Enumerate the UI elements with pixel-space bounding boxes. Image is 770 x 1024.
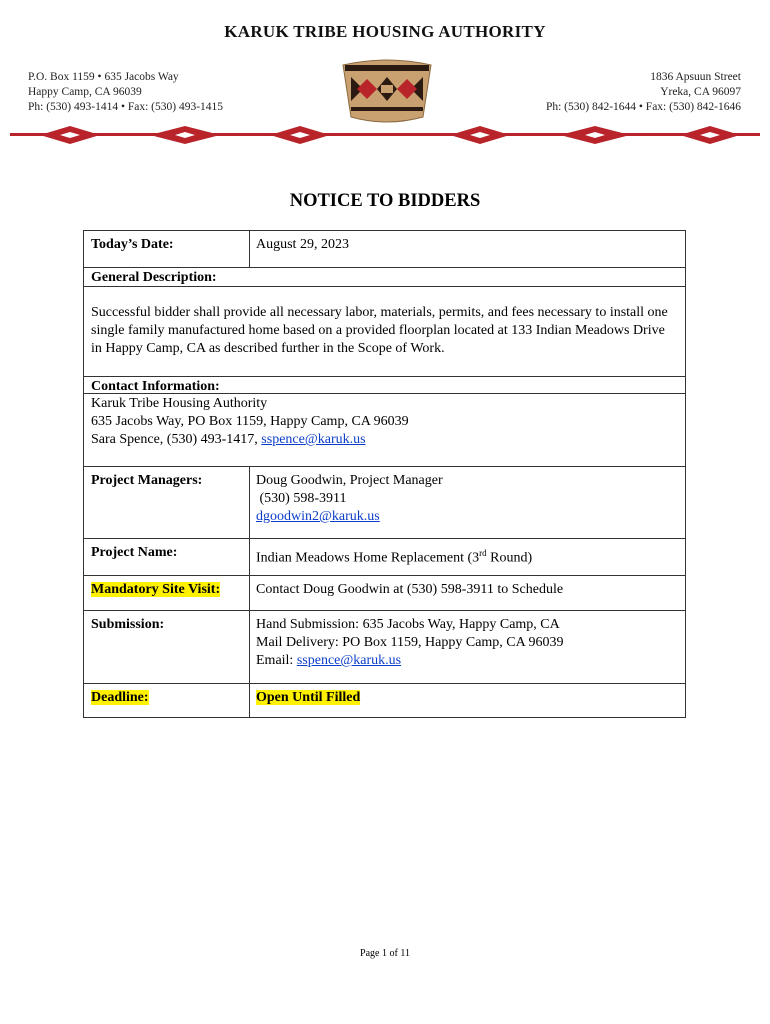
pm-email-link[interactable]: dgoodwin2@karuk.us — [256, 509, 380, 524]
row-site-visit — [83, 575, 686, 610]
left-address-line1: P.O. Box 1159 • 635 Jacobs Way — [28, 71, 179, 83]
submission-email-prefix: Email: — [256, 653, 297, 668]
contact-information-label: Contact Information: — [91, 379, 220, 394]
contact-line-person — [91, 431, 678, 449]
project-managers-value — [256, 472, 443, 526]
todays-date-label: Today’s Date: — [91, 237, 174, 252]
row-submission — [83, 610, 686, 683]
submission-hand: Hand Submission: 635 Jacobs Way, Happy Camp, CA — [256, 617, 560, 632]
submission-label: Submission: — [91, 617, 165, 632]
site-visit-label-text: Mandatory Site Visit: — [91, 582, 221, 597]
letterhead — [0, 0, 770, 160]
contact-email-link[interactable]: sspence@karuk.us — [261, 432, 366, 447]
right-address-line2: Yreka, CA 96097 — [660, 86, 741, 98]
deadline-label — [91, 689, 149, 706]
right-address-line3: Ph: (530) 842-1644 • Fax: (530) 842-1646 — [545, 101, 741, 113]
row-contact-details — [83, 393, 686, 466]
site-visit-label — [91, 581, 220, 598]
notice-table — [83, 230, 686, 718]
row-contact-label — [83, 376, 686, 393]
row-project-managers — [83, 466, 686, 538]
contact-details — [91, 395, 678, 449]
organization-name: KARUK TRIBE HOUSING AUTHORITY — [224, 22, 546, 41]
right-address-block — [546, 70, 741, 115]
submission-value — [256, 616, 563, 670]
left-address-block — [28, 70, 223, 115]
submission-mail: Mail Delivery: PO Box 1159, Happy Camp, CA 96039 — [256, 635, 564, 650]
right-address-line1: 1836 Apsuun Street — [650, 71, 741, 83]
row-deadline — [83, 683, 686, 718]
row-project-name — [83, 538, 686, 575]
decorative-band — [0, 120, 770, 150]
general-description-label: General Description: — [91, 270, 217, 285]
pm-name: Doug Goodwin, Project Manager — [256, 473, 443, 488]
site-visit-value: Contact Doug Goodwin at (530) 598-3911 to Schedule — [256, 582, 564, 597]
notice-title: NOTICE TO BIDDERS — [289, 191, 481, 211]
project-name-value — [256, 544, 532, 568]
deadline-label-text: Deadline: — [91, 690, 149, 705]
row-general-description-label — [83, 267, 686, 286]
row-todays-date — [83, 230, 686, 267]
row-general-description-text — [83, 286, 686, 376]
contact-line-address: 635 Jacobs Way, PO Box 1159, Happy Camp, CA 96039 — [91, 414, 409, 429]
contact-line-org: Karuk Tribe Housing Authority — [91, 396, 268, 411]
project-name-sup: rd — [479, 548, 487, 558]
basket-logo-icon — [337, 55, 437, 125]
project-name-suffix: Round) — [486, 550, 533, 566]
general-description-text: Successful bidder shall provide all necessary labor, materials, permits, and fees necessary to install one single family manufactured home based on a provided floorplan located at 133 Indian Meadows Drive in Happy Camp, CA as described further in the Scope of Work. — [91, 305, 668, 356]
project-name-label: Project Name: — [91, 545, 178, 560]
page-number: Page 1 of 11 — [360, 948, 410, 959]
left-address-line2: Happy Camp, CA 96039 — [28, 86, 142, 98]
submission-email-line — [256, 652, 563, 670]
left-address-line3: Ph: (530) 493-1414 • Fax: (530) 493-1415 — [28, 101, 224, 113]
deadline-value-text: Open Until Filled — [256, 690, 361, 705]
contact-person-text: Sara Spence, (530) 493-1417, — [91, 432, 262, 447]
project-managers-label: Project Managers: — [91, 473, 203, 488]
pm-phone: (530) 598-3911 — [256, 491, 347, 506]
submission-email-link[interactable]: sspence@karuk.us — [296, 653, 402, 668]
deadline-value — [256, 689, 360, 707]
project-name-text: Indian Meadows Home Replacement (3 — [256, 550, 480, 566]
todays-date-value: August 29, 2023 — [256, 237, 349, 252]
